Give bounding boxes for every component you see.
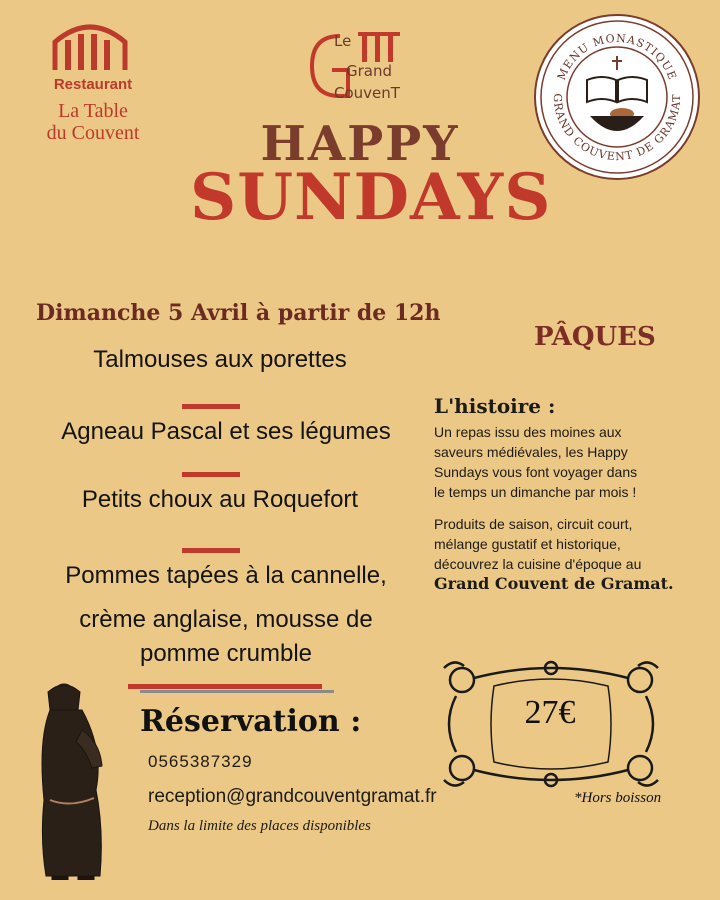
- histoire-paragraph-2: [434, 514, 704, 593]
- histoire-paragraph-1: [434, 422, 704, 502]
- price: 27€: [524, 694, 576, 731]
- title-happy: HAPPY: [260, 116, 460, 172]
- menu-divider: [182, 548, 240, 553]
- logo-text-grand: Grand: [346, 62, 393, 80]
- arch-building-icon: [20, 18, 170, 78]
- histoire-line: Un repas issu des moines aux: [434, 424, 622, 440]
- reservation-email: reception@grandcouventgramat.fr: [148, 786, 437, 807]
- reservation-title: Réservation :: [140, 704, 362, 739]
- reservation-phone: 0565387329: [148, 752, 253, 771]
- histoire-line: Produits de saison, circuit court,: [434, 516, 633, 532]
- histoire-line: mélange gustatif et historique,: [434, 536, 621, 552]
- event-date: Dimanche 5 Avril à partir de 12h: [36, 300, 441, 326]
- logo-text-couvent: CouvenT: [334, 84, 400, 102]
- histoire-line: Sundays vous font voyager dans: [434, 464, 638, 480]
- title-sundays: SUNDAYS: [190, 160, 552, 235]
- menu-divider: [182, 404, 240, 409]
- seal-bottom-text: GRAND COUVENT DE GRAMAT: [550, 93, 684, 164]
- menu-course-3: Petits choux au Roquefort: [81, 486, 359, 513]
- restaurant-name-line2: du Couvent: [46, 122, 140, 144]
- reservation-note: Dans la limite des places disponibles: [148, 818, 371, 834]
- histoire-line: saveurs médiévales, les Happy: [434, 444, 628, 460]
- menu-course-4-line3: pomme crumble: [139, 640, 313, 667]
- seal-top-text: MENU MONASTIQUE: [554, 31, 680, 83]
- menu-divider: [128, 684, 322, 689]
- monk-illustration: [30, 680, 128, 880]
- restaurant-label: Restaurant: [53, 76, 133, 93]
- menu-course-1: Talmouses aux porettes: [93, 346, 347, 373]
- menu-divider-shadow: [140, 690, 334, 693]
- menu-divider: [182, 472, 240, 477]
- menu-course-4-line1: Pommes tapées à la cannelle,: [65, 562, 387, 589]
- menu-course-2: Agneau Pascal et ses légumes: [61, 418, 391, 445]
- menu-monastique-seal: [532, 12, 702, 182]
- menu-course-4-line2: crème anglaise, mousse de: [79, 606, 373, 633]
- price-note: *Hors boisson: [574, 790, 662, 806]
- histoire-line: découvrez la cuisine d'époque au: [434, 556, 642, 572]
- logo-text-le: Le: [334, 32, 352, 50]
- venue-name: Grand Couvent de Gramat.: [434, 574, 674, 593]
- histoire-title: L'histoire :: [434, 394, 556, 418]
- restaurant-name: [28, 100, 158, 144]
- restaurant-name-line1: La Table: [58, 100, 128, 122]
- occasion-label: PÂQUES: [534, 322, 656, 352]
- histoire-line: le temps un dimanche par mois !: [434, 484, 637, 500]
- grand-couvent-logo: [300, 26, 412, 108]
